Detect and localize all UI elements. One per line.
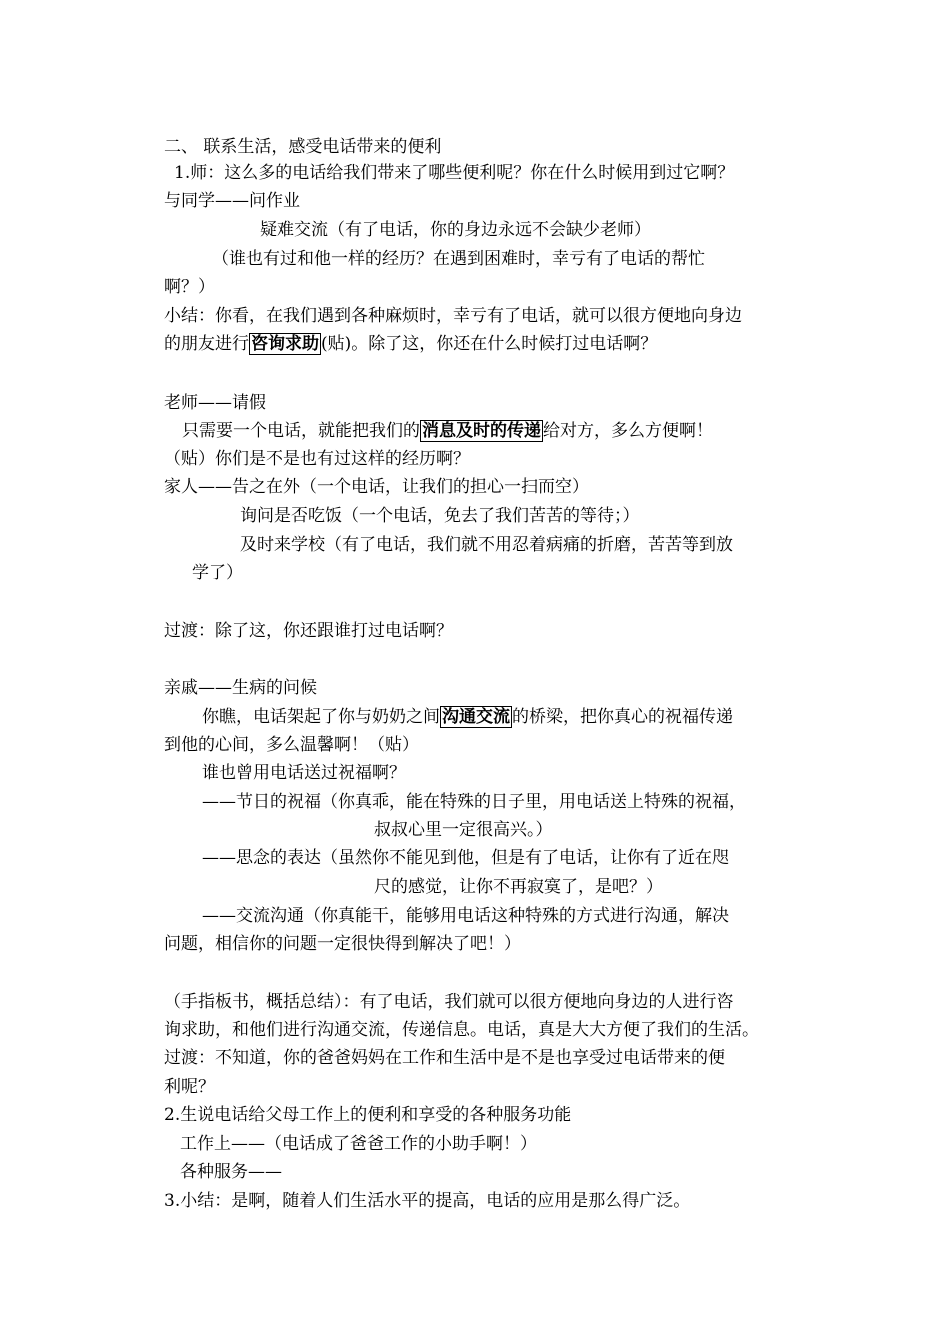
summary-line: （手指板书，概括总结）：有了电话，我们就可以很方便地向身边的人进行咨 — [164, 992, 734, 1012]
paragraph-line: 问题，相信你的问题一定很快得到解决了吧！） — [164, 934, 521, 954]
paragraph-line: 2.生说电话给父母工作上的便利和享受的各种服务功能 — [164, 1105, 572, 1125]
line-text: 你瞧，电话架起了你与奶奶之间 — [202, 707, 440, 727]
paragraph-line: 老师——请假 — [164, 393, 266, 413]
paragraph-line: （贴）你们是不是也有过这样的经历啊？ — [164, 449, 470, 469]
paragraph-line: 到他的心间，多么温馨啊！（贴） — [164, 735, 419, 755]
section-heading: 二、 联系生活，感受电话带来的便利 — [164, 137, 442, 157]
paragraph-line: ——节日的祝福（你真乖，能在特殊的日子里，用电话送上特殊的祝福， — [202, 792, 746, 812]
paragraph-line: 疑难交流（有了电话，你的身边永远不会缺少老师） — [260, 220, 651, 240]
paragraph-line: 及时来学校（有了电话，我们就不用忍着病痛的折磨，苦苦等到放 — [240, 535, 733, 555]
boxed-keyword: 消息及时的传递 — [422, 421, 541, 441]
paragraph-line — [164, 333, 657, 355]
paragraph-line: 各种服务—— — [180, 1162, 282, 1182]
line-text: (贴)。除了这，你还在什么时候打过电话啊？ — [321, 334, 658, 354]
paragraph-line — [182, 420, 713, 442]
paragraph-line: 与同学——问作业 — [164, 191, 300, 211]
paragraph-line: 啊？） — [164, 277, 215, 297]
paragraph-line: 叔叔心里一定很高兴。） — [374, 820, 553, 840]
summary-line: 3.小结：是啊，随着人们生活水平的提高，电话的应用是那么得广泛。 — [164, 1191, 691, 1211]
summary-line: 小结：你看，在我们遇到各种麻烦时，幸亏有了电话，就可以很方便地向身边 — [164, 306, 742, 326]
paragraph-line: 询问是否吃饭（一个电话，免去了我们苦苦的等待；） — [240, 506, 640, 526]
line-text: 的朋友进行 — [164, 334, 249, 354]
line-text: 的桥梁，把你真心的祝福传递 — [512, 707, 733, 727]
transition-line: 过渡：除了这，你还跟谁打过电话啊？ — [164, 621, 453, 641]
paragraph-line: 工作上——（电话成了爸爸工作的小助手啊！） — [180, 1134, 537, 1154]
paragraph-line: ——交流沟通（你真能干，能够用电话这种特殊的方式进行沟通，解决 — [202, 906, 729, 926]
paragraph-line: 亲戚——生病的问候 — [164, 678, 317, 698]
paragraph-line: 家人——告之在外（一个电话，让我们的担心一扫而空） — [164, 477, 589, 497]
boxed-keyword: 沟通交流 — [442, 707, 510, 727]
paragraph-line — [202, 706, 733, 728]
transition-line: 过渡：不知道，你的爸爸妈妈在工作和生活中是不是也享受过电话带来的便 — [164, 1048, 725, 1068]
paragraph-line: 谁也曾用电话送过祝福啊？ — [202, 763, 406, 783]
boxed-keyword: 咨询求助 — [251, 334, 319, 354]
paragraph-line: 利呢？ — [164, 1077, 215, 1097]
paragraph-line: 尺的感觉，让你不再寂寞了，是吧？） — [374, 877, 663, 897]
paragraph-line: （谁也有过和他一样的经历？在遇到困难时，幸亏有了电话的帮忙 — [212, 249, 705, 269]
paragraph-line: 学了） — [192, 563, 243, 583]
paragraph-line: 询求助，和他们进行沟通交流，传递信息。电话，真是大大方便了我们的生活。 — [164, 1020, 759, 1040]
line-text: 只需要一个电话，就能把我们的 — [182, 421, 420, 441]
line-text: 给对方，多么方便啊！ — [543, 421, 713, 441]
paragraph-line: ——思念的表达（虽然你不能见到他，但是有了电话，让你有了近在咫 — [202, 848, 729, 868]
teacher-question: 1.师：这么多的电话给我们带来了哪些便利呢？你在什么时候用到过它啊？ — [174, 163, 735, 183]
